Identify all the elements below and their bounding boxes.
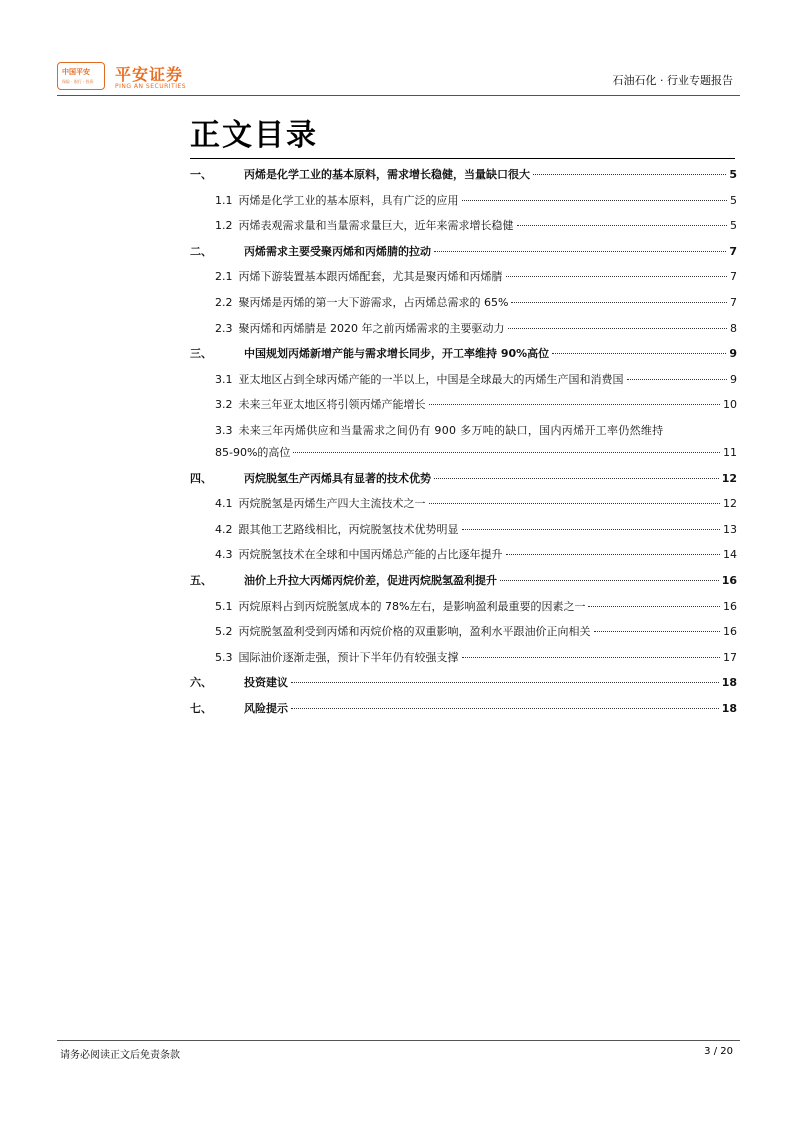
leader-dots (291, 682, 719, 683)
toc-entry[interactable] (190, 269, 737, 295)
toc-number: 4.2 (215, 522, 233, 536)
leader-dots (500, 580, 719, 581)
toc-number: 4.1 (215, 497, 233, 511)
toc-entry[interactable] (190, 701, 737, 727)
toc-page: 12 (723, 497, 737, 511)
toc-page: 11 (723, 445, 737, 459)
toc-text: 丙烯下游装置基本跟丙烯配套，尤其是聚丙烯和丙烯腈 (238, 270, 503, 284)
toc-text: 未来三年亚太地区将引领丙烯产能增长 (238, 398, 426, 412)
toc-page: 12 (721, 471, 737, 485)
toc-number: 5.3 (215, 650, 233, 664)
toc-entry[interactable] (190, 218, 737, 244)
toc-entry[interactable] (190, 547, 737, 573)
toc-number: 5.2 (215, 625, 233, 639)
leader-dots (429, 503, 721, 504)
toc-page: 9 (730, 372, 737, 386)
leader-dots (293, 452, 720, 453)
toc-page: 5 (730, 193, 737, 207)
toc-text: 国际油价逐渐走强，预计下半年仍有较强支撑 (238, 650, 459, 664)
toc-entry[interactable] (190, 599, 737, 625)
toc-text: 丙烷脱氢是丙烯生产四大主流技术之一 (238, 497, 426, 511)
leader-dots (434, 478, 719, 479)
toc-entry[interactable] (190, 650, 737, 676)
company-logo (57, 62, 197, 92)
toc-page: 10 (723, 398, 737, 412)
toc-entry-continuation[interactable] (190, 445, 737, 471)
leader-dots (511, 302, 727, 303)
toc-entry[interactable] (190, 423, 737, 445)
leader-dots (462, 657, 721, 658)
footer-divider (57, 1040, 740, 1041)
toc-number: 二、 (190, 244, 212, 258)
toc-text: 油价上升拉大丙烯丙烷价差，促进丙烷脱氢盈利提升 (244, 573, 497, 587)
toc-number: 四、 (190, 471, 212, 485)
leader-dots (627, 379, 728, 380)
toc-number: 六、 (190, 676, 212, 690)
toc-entry[interactable] (190, 295, 737, 321)
toc-page: 16 (721, 573, 737, 587)
toc-entry[interactable] (190, 573, 737, 599)
report-category: 石油石化 · 行业专题报告 (612, 74, 733, 87)
toc-entry[interactable] (190, 471, 737, 497)
toc-text: 聚丙烯和丙烯腈是 2020 年之前丙烯需求的主要驱动力 (238, 321, 505, 335)
leader-dots (291, 708, 719, 709)
leader-dots (462, 200, 728, 201)
toc-text: 投资建议 (244, 676, 288, 690)
leader-dots (552, 353, 726, 354)
toc-number: 三、 (190, 347, 212, 361)
toc-number: 2.1 (215, 270, 233, 284)
toc-number: 5.1 (215, 599, 233, 613)
toc-page: 5 (729, 168, 737, 181)
toc-number: 2.3 (215, 321, 233, 335)
logo-group-tagline: 保险 · 银行 · 投资 (62, 79, 94, 84)
leader-dots (588, 606, 720, 607)
toc-text: 未来三年丙烯供应和当量需求之间仍有 900 多万吨的缺口，国内丙烯开工率仍然维持 (238, 423, 664, 437)
toc-number: 七、 (190, 701, 212, 715)
toc-page: 14 (723, 548, 737, 562)
toc-text: 丙烯是化学工业的基本原料，需求增长稳健，当量缺口很大 (244, 168, 530, 181)
toc-number: 3.2 (215, 398, 233, 412)
toc-page: 18 (721, 701, 737, 715)
toc-text: 中国规划丙烯新增产能与需求增长同步，开工率维持 90%高位 (244, 347, 550, 361)
leader-dots (506, 276, 728, 277)
leader-dots (508, 328, 728, 329)
title-divider (190, 158, 735, 159)
toc-entry[interactable] (190, 167, 737, 193)
toc-number: 1.2 (215, 219, 233, 233)
toc-number: 3.3 (215, 423, 233, 437)
toc-entry[interactable] (190, 675, 737, 701)
toc-entry[interactable] (190, 397, 737, 423)
page-number: 3 / 20 (704, 1046, 733, 1057)
toc-number: 1.1 (215, 193, 233, 207)
footer-disclaimer: 请务必阅读正文后免责条款 (60, 1050, 180, 1061)
page-header (0, 0, 793, 100)
toc-page: 7 (730, 270, 737, 284)
toc-text: 亚太地区占到全球丙烯产能的一半以上，中国是全球最大的丙烯生产国和消费国 (238, 372, 624, 386)
toc-text: 丙烷脱氢生产丙烯具有显著的技术优势 (244, 471, 431, 485)
leader-dots (506, 554, 721, 555)
toc-page: 13 (723, 522, 737, 536)
logo-brand-en: PING AN SECURITIES (115, 83, 187, 90)
toc-entry[interactable] (190, 321, 737, 347)
toc-page: 7 (729, 244, 737, 258)
toc-text: 聚丙烯是丙烯的第一大下游需求，占丙烯总需求的 65% (238, 295, 509, 309)
toc-number: 4.3 (215, 548, 233, 562)
header-divider (57, 95, 740, 96)
toc-page: 5 (730, 219, 737, 233)
page-title: 正文目录 (190, 118, 318, 153)
toc-text: 丙烯表观需求量和当量需求量巨大，近年来需求增长稳健 (238, 219, 514, 233)
ping-an-group-logo (57, 62, 105, 90)
toc-entry[interactable] (190, 522, 737, 548)
toc-page: 16 (723, 599, 737, 613)
toc-number: 一、 (190, 168, 212, 181)
toc-entry[interactable] (190, 244, 737, 270)
table-of-contents (190, 167, 737, 726)
toc-text: 跟其他工艺路线相比，丙烷脱氢技术优势明显 (238, 522, 459, 536)
toc-page: 7 (730, 295, 737, 309)
toc-page: 8 (730, 321, 737, 335)
logo-group-name: 中国平安 (62, 68, 90, 76)
logo-brand-cn: 平安证券 (115, 65, 184, 84)
toc-page: 9 (729, 347, 737, 361)
toc-page: 18 (721, 676, 737, 690)
leader-dots (517, 225, 728, 226)
toc-page: 17 (723, 650, 737, 664)
leader-dots (594, 631, 721, 632)
toc-text: 85-90%的高位 (215, 445, 291, 459)
toc-number: 五、 (190, 573, 212, 587)
toc-page: 16 (723, 625, 737, 639)
leader-dots (462, 529, 721, 530)
toc-entry[interactable] (190, 193, 737, 219)
toc-text: 丙烯需求主要受聚丙烯和丙烯腈的拉动 (244, 244, 431, 258)
toc-text: 丙烯是化学工业的基本原料，具有广泛的应用 (238, 193, 459, 207)
toc-number: 3.1 (215, 372, 233, 386)
toc-entry[interactable] (190, 496, 737, 522)
toc-text: 丙烷脱氢盈利受到丙烯和丙烷价格的双重影响，盈利水平跟油价正向相关 (238, 625, 591, 639)
toc-entry[interactable] (190, 372, 737, 398)
leader-dots (434, 251, 726, 252)
toc-entry[interactable] (190, 624, 737, 650)
leader-dots (429, 404, 721, 405)
leader-dots (533, 174, 726, 175)
toc-entry[interactable] (190, 346, 737, 372)
toc-text: 丙烷脱氢技术在全球和中国丙烯总产能的占比逐年提升 (238, 548, 503, 562)
toc-text: 风险提示 (244, 701, 288, 715)
toc-number: 2.2 (215, 295, 233, 309)
toc-text: 丙烷原料占到丙烷脱氢成本的 78%左右，是影响盈利最重要的因素之一 (238, 599, 586, 613)
